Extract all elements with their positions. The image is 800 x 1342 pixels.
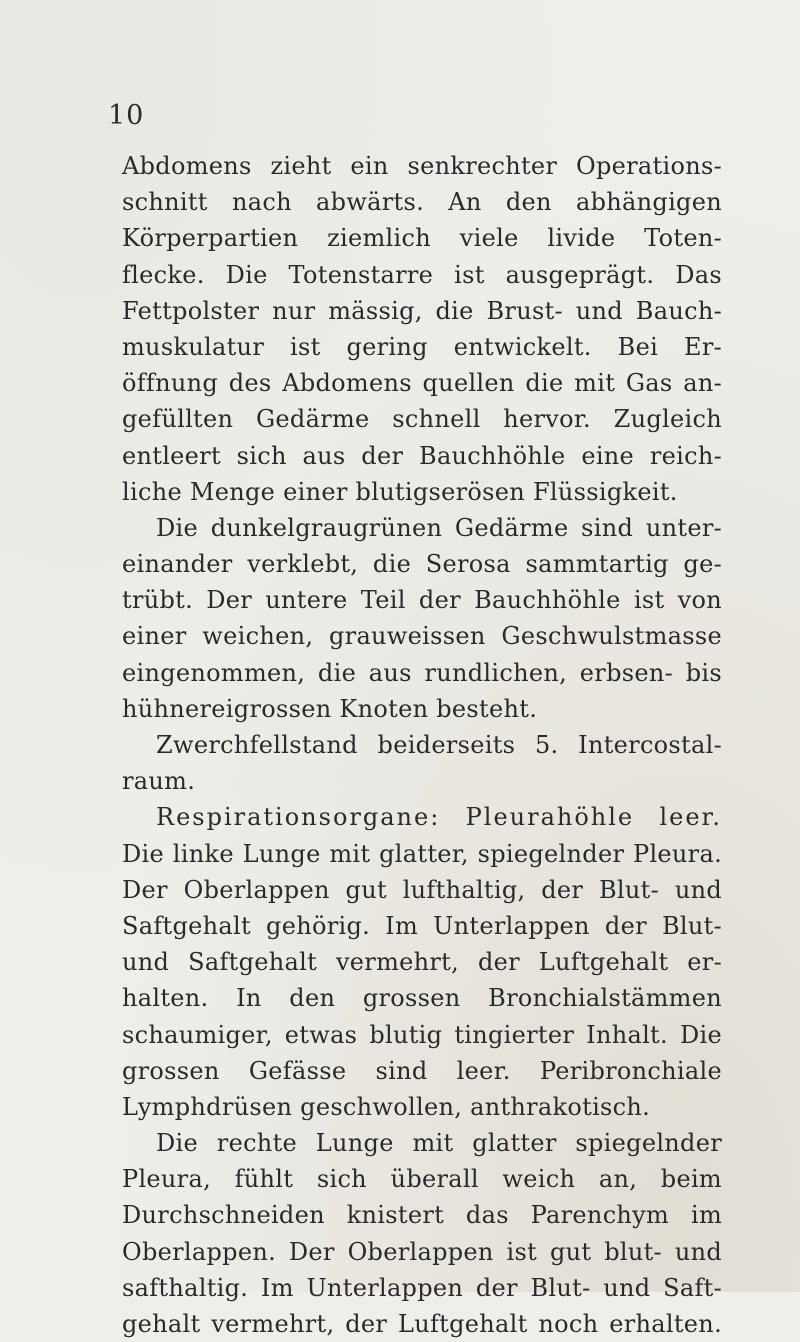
text-line: liche Menge einer blutigserösen Flüssigkeit. [122, 477, 678, 506]
text-line: grossen Gefässe sind leer. Peribronchiale [122, 1056, 722, 1085]
text-line: muskulatur ist gering entwickelt. Bei Er- [122, 332, 722, 361]
text-line: Die rechte Lunge mit glatter spiegelnder [156, 1129, 722, 1158]
text-line: einander verklebt, die Serosa sammtartig ge- [122, 550, 722, 579]
text-line: Pleura, fühlt sich überall weich an, beim [122, 1165, 722, 1194]
text-line: hühnereigrossen Knoten besteht. [122, 694, 538, 723]
text-line: raum. [122, 767, 196, 796]
text-line: schnitt nach abwärts. An den abhängigen [122, 188, 722, 217]
text-line: Die dunkelgraugrünen Gedärme sind unter- [156, 513, 722, 542]
text-line: entleert sich aus der Bauchhöhle eine reich- [122, 441, 722, 470]
body-text [122, 148, 722, 1342]
text-line: Abdomens zieht ein senkrechter Operations- [122, 152, 722, 180]
text-line: öffnung des Abdomens quellen die mit Gas an- [122, 369, 722, 398]
text-line: safthaltig. Im Unterlappen der Blut- und Saft- [122, 1273, 722, 1302]
text-line: Oberlappen. Der Oberlappen ist gut blut- und [122, 1237, 722, 1266]
text-line: halten. In den grossen Bronchialstämmen [122, 984, 722, 1013]
text-line: Zwerchfellstand beiderseits 5. Intercostal- [156, 731, 722, 759]
text-line: gefüllten Gedärme schnell hervor. Zugleich [122, 405, 722, 434]
text-line: trübt. Der untere Teil der Bauchhöhle ist von [122, 586, 722, 615]
text-line: eingenommen, die aus rundlichen, erbsen- bis [122, 658, 722, 687]
text-line: Saftgehalt gehörig. Im Unterlappen der Blut- [122, 911, 722, 940]
text-line: Respirationsorgane: Pleurahöhle leer. [156, 803, 722, 832]
text-line: gehalt vermehrt, der Luftgehalt noch erhalten. [122, 1310, 722, 1338]
text-line: flecke. Die Totenstarre ist ausgeprägt. Das [122, 260, 722, 289]
text-line: Durchschneiden knistert das Parenchym im [122, 1201, 722, 1230]
text-line: Die linke Lunge mit glatter, spiegelnder Pleura. [122, 839, 722, 868]
text-line: schaumiger, etwas blutig tingierter Inhalt. Die [122, 1020, 722, 1049]
text-line: Lymphdrüsen geschwollen, anthrakotisch. [122, 1092, 651, 1121]
text-line: Der Oberlappen gut lufthaltig, der Blut- und [122, 875, 722, 904]
text-line: einer weichen, grauweissen Geschwulstmasse [122, 622, 722, 651]
page-number: 10 [108, 100, 145, 131]
text-line: und Saftgehalt vermehrt, der Luftgehalt er- [122, 948, 722, 977]
text-line: Körperpartien ziemlich viele livide Toten- [122, 224, 722, 253]
text-line: Fettpolster nur mässig, die Brust- und Bauch- [122, 296, 722, 325]
